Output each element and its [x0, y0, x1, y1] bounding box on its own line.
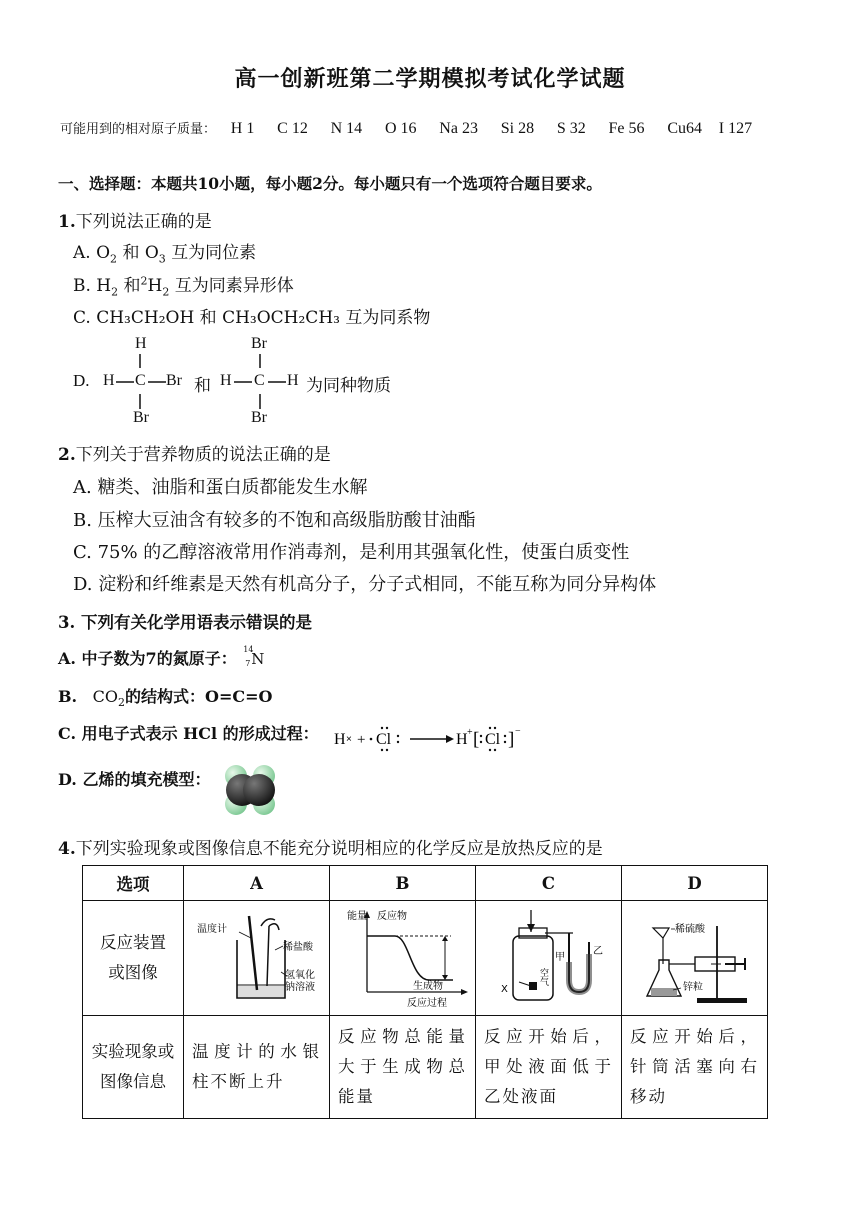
- question-1-option-a: A. $O_2$ 和 $O_3$ 互为同位素: [73, 243, 257, 266]
- svg-text:锌粒: 锌粒: [682, 982, 703, 993]
- svg-text:X: X: [500, 984, 508, 995]
- atomic-masses-line: [60, 118, 770, 138]
- svg-text:Cl: Cl: [376, 731, 392, 748]
- figure-b-cell: [330, 901, 476, 1016]
- nitrogen-nuclide-notation: 14 7 N: [243, 644, 265, 668]
- svg-text:能量: 能量: [346, 911, 367, 922]
- header-d: D: [622, 866, 768, 901]
- option-d-label: D.: [73, 371, 90, 390]
- page-title: 高一创新班第二学期模拟考试化学试题: [234, 66, 626, 92]
- question-3-stem: 3. 下列有关化学用语表示错误的是: [58, 613, 312, 632]
- question-3-option-c: C. 用电子式表示 HCl 的形成过程：: [58, 724, 319, 743]
- svg-text:稀盐酸: 稀盐酸: [282, 942, 313, 953]
- question-2-text: 下列关于营养物质的说法正确的是: [75, 445, 331, 465]
- question-1-stem: [58, 207, 212, 232]
- question-1-option-d: [73, 334, 433, 428]
- question-2-option-d: D. 淀粉和纤维素是天然有机高分子，分子式相同，不能互称为同分异构体: [73, 574, 657, 595]
- mass-na: Na 23: [439, 120, 478, 137]
- struct2-bond-right: [268, 380, 286, 384]
- question-2-option-a: A. 糖类、油脂和蛋白质都能发生水解: [73, 477, 368, 498]
- question-4-number: 4.: [58, 839, 76, 859]
- struct1-left-h: H: [103, 372, 115, 389]
- mass-si: Si 28: [500, 120, 535, 137]
- hcl-electron-formula: [332, 722, 532, 756]
- svg-text:×: ×: [346, 734, 352, 745]
- mass-c: C 12: [277, 120, 308, 137]
- mass-fe: Fe 56: [608, 120, 645, 137]
- question-4-stem: [58, 834, 603, 859]
- option-d-and: 和: [194, 376, 211, 395]
- question-3-option-b: B. $CO_2$的结构式：O=C=O: [58, 687, 273, 710]
- mass-h: H 1: [230, 120, 255, 137]
- row-label-phenomenon: 实验现象或图像信息: [83, 1016, 184, 1119]
- question-2-option-c: C. 75% 的乙醇溶液常用作消毒剂，是利用其强氧化性，使蛋白质变性: [73, 542, 630, 563]
- question-2-option-b: B. 压榨大豆油含有较多的不饱和高级脂肪酸甘油酯: [73, 510, 476, 531]
- question-2-stem: [58, 440, 331, 465]
- struct2-bottom-br: Br: [251, 409, 267, 426]
- figure-a-cell: [184, 901, 330, 1016]
- svg-text:[: [: [473, 729, 480, 750]
- svg-text:−: −: [515, 726, 521, 737]
- struct2-left-h: H: [220, 372, 232, 389]
- figure-a-thermometer-beaker: [187, 902, 327, 1010]
- mass-i: I 127: [718, 120, 753, 137]
- figure-c-cell: [476, 901, 622, 1016]
- phenomenon-d: 反应开始后，针筒活塞向右移动: [622, 1016, 768, 1119]
- svg-text:稀硫酸: 稀硫酸: [674, 924, 705, 935]
- svg-text:]: ]: [508, 729, 515, 750]
- struct2-bond-left: [234, 380, 252, 384]
- header-a: A: [184, 866, 330, 901]
- row-label-apparatus: 反应装置或图像: [83, 901, 184, 1016]
- question-1-option-b: B. $H_2$ 和$^2H_2$ 互为同素异形体: [73, 274, 294, 299]
- struct1-bond-right: [148, 380, 166, 384]
- svg-text:生成物: 生成物: [412, 981, 443, 992]
- question-1-text: 下列说法正确的是: [75, 212, 212, 232]
- figure-d-flask-syringe: [625, 902, 765, 1010]
- table-header-row: [83, 866, 768, 901]
- svg-text:+: +: [467, 727, 473, 738]
- svg-text:H: H: [334, 731, 346, 748]
- option-d-text: 为同种物质: [306, 376, 391, 395]
- svg-text:+: +: [357, 732, 366, 748]
- question-3-option-a: A. 中子数为7的氮原子： 14 7 N: [58, 646, 268, 669]
- struct1-bottom-br: Br: [133, 409, 149, 426]
- mass-o: O 16: [384, 120, 417, 137]
- struct2-top-br: Br: [251, 335, 267, 352]
- table-row-apparatus: [83, 901, 768, 1016]
- figure-d-cell: [622, 901, 768, 1016]
- question-4-text: 下列实验现象或图像信息不能充分说明相应的化学反应是放热反应的是: [75, 839, 603, 859]
- table-row-phenomenon: [83, 1016, 768, 1119]
- figure-b-energy-diagram: [333, 902, 473, 1010]
- svg-text:反应过程: 反应过程: [406, 998, 447, 1009]
- header-option: 选项: [83, 866, 184, 901]
- question-4-table: [82, 865, 768, 1119]
- ethylene-space-filling-model: [218, 764, 284, 816]
- phenomenon-b: 反应物总能量大于生成物总能量: [330, 1016, 476, 1119]
- svg-text:H: H: [456, 731, 468, 748]
- svg-text:反应物: 反应物: [376, 911, 407, 922]
- svg-text:Cl: Cl: [485, 731, 501, 748]
- phenomenon-c: 反应开始后，甲处液面低于乙处液面: [476, 1016, 622, 1119]
- svg-text:钠溶液: 钠溶液: [284, 982, 315, 993]
- header-b: B: [330, 866, 476, 901]
- section-heading: 一、选择题：本题共10小题，每小题2分。每小题只有一个选项符合题目要求。: [58, 174, 602, 193]
- struct2-right-h: H: [287, 372, 299, 389]
- svg-text:空气: 空气: [537, 968, 548, 986]
- header-c: C: [476, 866, 622, 901]
- struct1-bond-left: [116, 380, 134, 384]
- struct1-right-br: Br: [166, 372, 182, 389]
- svg-text:温度计: 温度计: [196, 924, 227, 935]
- mass-s: S 32: [556, 120, 586, 137]
- struct1-top-h: H: [135, 335, 147, 352]
- struct2-carbon: C: [254, 372, 265, 389]
- mass-cu: Cu64: [667, 120, 702, 137]
- question-1-number: 1.: [58, 212, 76, 232]
- svg-text:乙: 乙: [592, 946, 603, 957]
- phenomenon-a: 温度计的水银柱不断上升: [184, 1016, 330, 1119]
- figure-c-u-tube-apparatus: [479, 902, 619, 1010]
- svg-text:甲: 甲: [554, 952, 565, 963]
- mass-n: N 14: [330, 120, 363, 137]
- atomic-masses-label: 可能用到的相对原子质量：: [60, 122, 217, 137]
- struct1-carbon: C: [135, 372, 146, 389]
- question-3-option-d: D. 乙烯的填充模型：: [58, 770, 211, 789]
- svg-text:氢氧化: 氢氧化: [284, 970, 315, 981]
- question-1-option-c: C. CH₃CH₂OH 和 CH₃OCH₂CH₃ 互为同系物: [73, 308, 431, 328]
- question-2-number: 2.: [58, 445, 76, 465]
